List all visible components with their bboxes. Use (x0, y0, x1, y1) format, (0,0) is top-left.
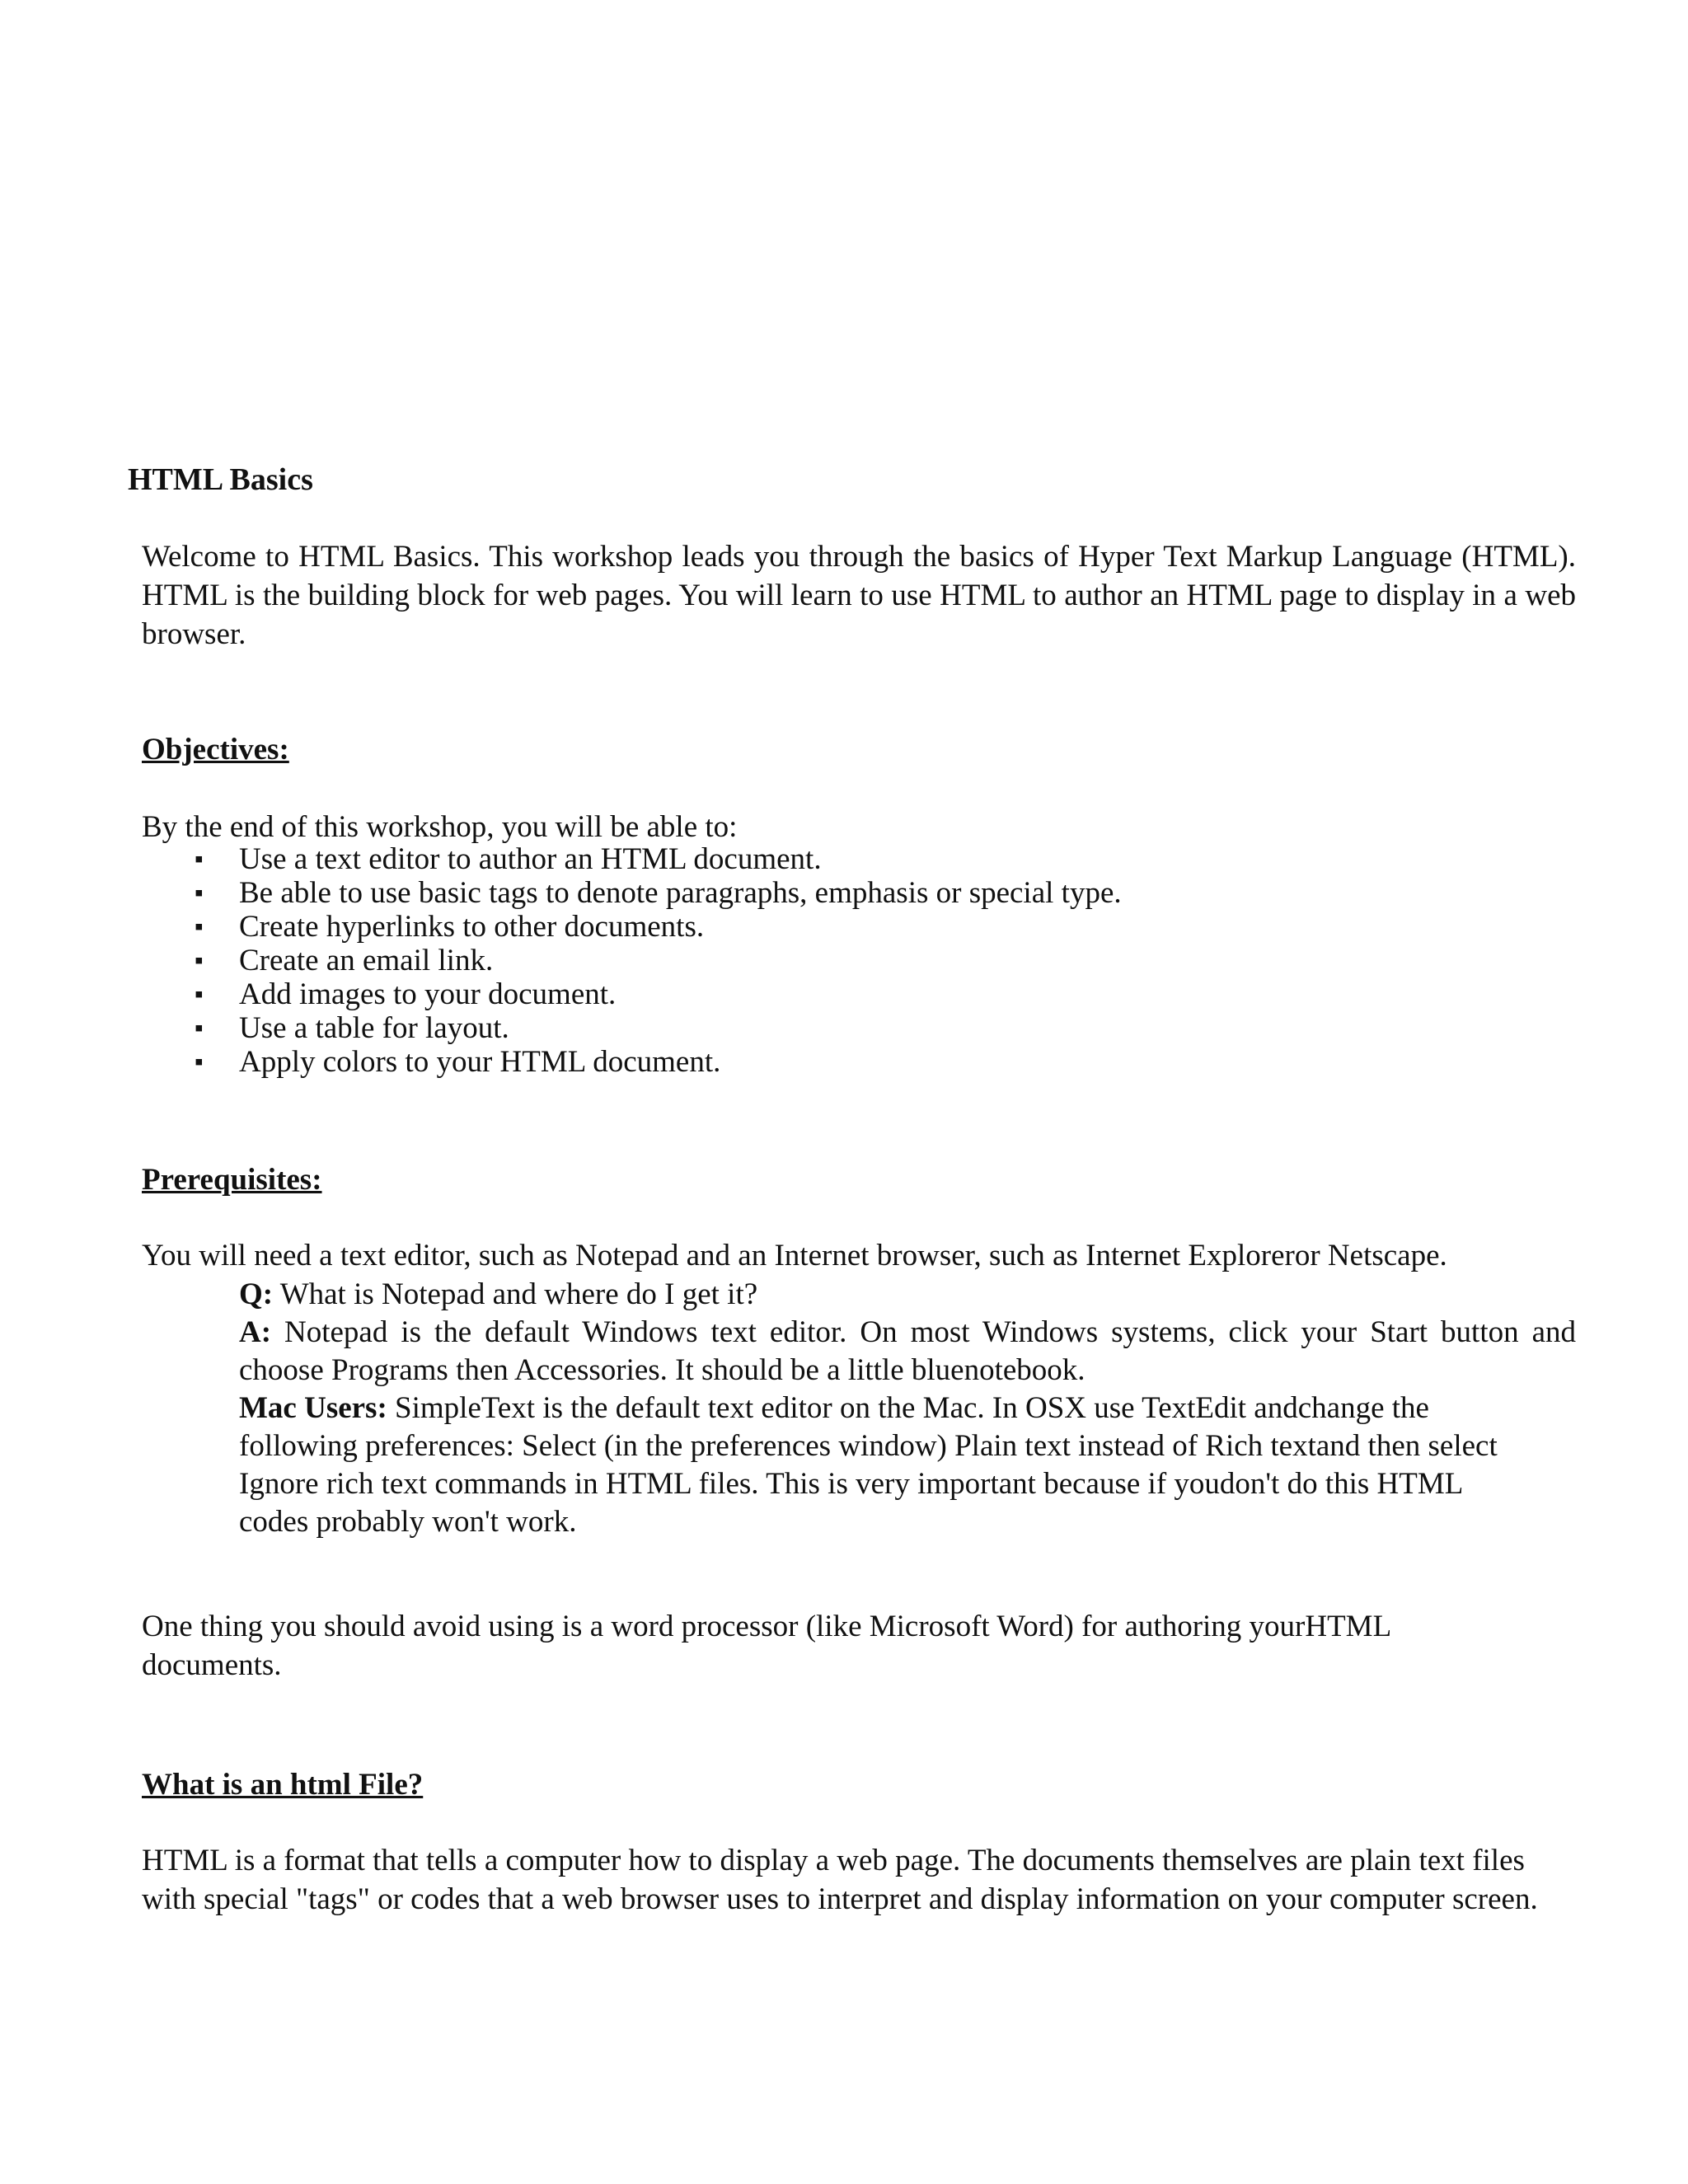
list-item: ▪ Apply colors to your HTML document. (195, 1045, 721, 1079)
bullet-icon: ▪ (195, 1015, 204, 1042)
mac-users-text: SimpleText is the default text editor on the Mac. In OSX use TextEdit andchange the following preferences: Select (in the preferences window) Plain text instead of Rich textand then select Ignore rich text commands in HTML files. This is very important because if youdon't do this HTML codes probably won't work. (239, 1391, 1498, 1539)
bullet-icon: ▪ (195, 981, 204, 1008)
list-item: ▪ Use a text editor to author an HTML document. (195, 842, 822, 876)
html-file-heading: What is an html File? (142, 1768, 424, 1802)
avoid-paragraph: One thing you should avoid using is a word processor (like Microsoft Word) for authoring yourHTML documents. (142, 1610, 1390, 1682)
objectives-lead: By the end of this workshop, you will be able to: (142, 810, 738, 844)
objectives-heading: Objectives: (142, 733, 289, 766)
answer-label: A: (239, 1315, 272, 1349)
document-title: HTML Basics (128, 462, 313, 497)
prerequisites-lead: You will need a text editor, such as Notepad and an Internet browser, such as Internet Exploreror Netscape. (142, 1239, 1447, 1272)
bullet-icon: ▪ (195, 947, 204, 974)
bullet-icon: ▪ (195, 846, 204, 873)
bullet-icon: ▪ (195, 879, 204, 907)
html-file-paragraph: HTML is a format that tells a computer how to display a web page. The documents themselves are plain text files with special "tags" or codes that a web browser uses to interpret and display information on your computer screen. (142, 1844, 1538, 1916)
list-item: ▪ Use a table for layout. (195, 1011, 509, 1045)
prerequisites-heading: Prerequisites: (142, 1163, 322, 1197)
question-text: What is Notepad and where do I get it? (273, 1277, 758, 1311)
answer-paragraph (239, 1314, 1576, 1390)
bullet-icon: ▪ (195, 1048, 204, 1076)
list-item: ▪ Add images to your document. (195, 977, 617, 1011)
intro-paragraph: Welcome to HTML Basics. This workshop leads you through the basics of Hyper Text Markup Language (HTML). HTML is the building block for web pages. You will learn to use HTML to author an HTML page to display in a web browser. (142, 540, 1576, 651)
question-line (239, 1276, 1576, 1314)
mac-users-paragraph (239, 1390, 1533, 1541)
list-item: ▪ Create an email link. (195, 944, 494, 977)
objectives-list (142, 842, 1576, 1079)
answer-text: Notepad is the default Windows text editor. On most Windows systems, click your Start button and choose Programs then Accessories. It should be a little bluenotebook. (239, 1315, 1576, 1387)
mac-users-label: Mac Users: (239, 1391, 387, 1425)
question-label: Q: (239, 1277, 274, 1311)
list-item: ▪ Be able to use basic tags to denote paragraphs, emphasis or special type. (195, 876, 1122, 910)
bullet-icon: ▪ (195, 913, 204, 940)
list-item: ▪ Create hyperlinks to other documents. (195, 910, 705, 944)
